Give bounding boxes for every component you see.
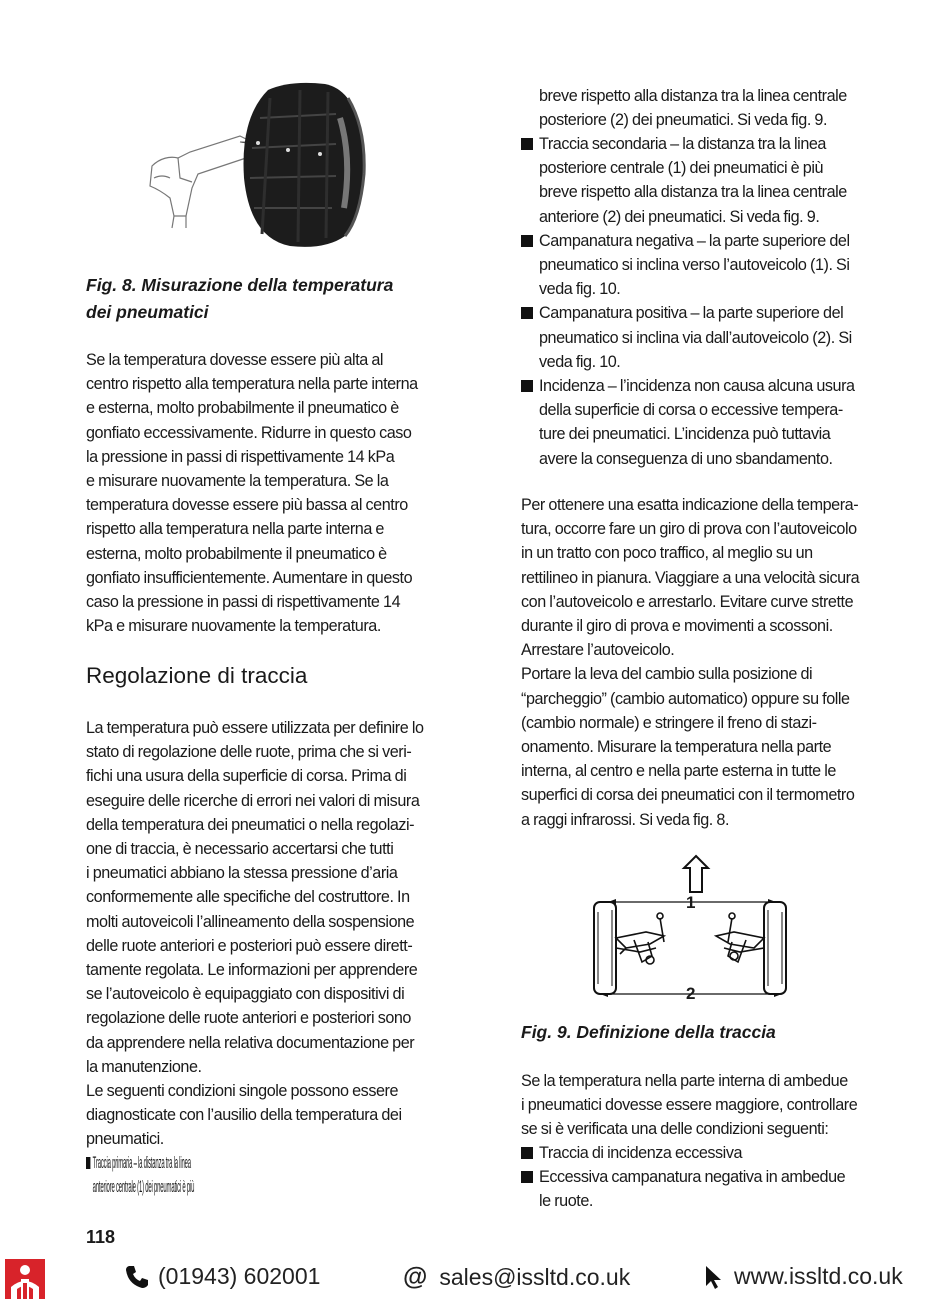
text-line: Portare la leva del cambio sulla posizione di [521, 665, 813, 684]
fig9-diagram [586, 852, 800, 1004]
fig9-caption: Fig. 9. Definizione della traccia [521, 1022, 776, 1042]
text-line: le ruote. [539, 1192, 593, 1211]
right-paragraph-2 [521, 1069, 857, 1142]
text-line: pneumatico si inclina verso l’autoveicolo (1). Si [539, 256, 850, 275]
fig9-label-1: 1 [686, 893, 696, 912]
bullet-item [521, 1165, 845, 1213]
text-line: ture dei pneumatici. L’incidenza può tuttavia [539, 425, 831, 444]
text-line: Traccia primaria – la distanza tra la linea [92, 1154, 191, 1172]
info-logo-icon [5, 1259, 45, 1299]
text-line: in un tratto con poco traffico, al meglio su un [521, 544, 813, 563]
text-line: Se la temperatura nella parte interna di ambedue [521, 1072, 848, 1090]
text-line: one di traccia, è necessario accertarsi che tutti [86, 840, 394, 859]
text-line: posteriore (2) dei pneumatici. Si veda fig. 9. [539, 111, 828, 130]
section-heading: Regolazione di traccia [86, 663, 308, 688]
text-line: breve rispetto alla distanza tra la linea centrale [539, 183, 847, 202]
text-line: fichi una usura della superficie di corsa. Prima di [86, 767, 407, 786]
bullet-square-icon [521, 235, 533, 247]
text-line: delle ruote anteriori e posteriori può essere dirett- [86, 936, 413, 955]
bullet-square-icon [521, 138, 533, 150]
left-bullet-primary [86, 1151, 436, 1199]
text-line: durante il giro di prova e movimenti a scossoni. [521, 617, 833, 636]
text-line: esterna, molto probabilmente il pneumatico è [86, 544, 387, 563]
bullet-item [521, 374, 855, 471]
text-line: “parcheggio” (cambio automatico) oppure su folle [521, 689, 850, 708]
text-line: anteriore centrale (1) dei pneumatici è più [92, 1178, 195, 1197]
text-line: superfici di corsa dei pneumatici con il termometro [521, 786, 855, 805]
text-line: diagnosticate con l’ausilio della temperatura dei [86, 1106, 402, 1125]
text-line: Traccia di incidenza eccessiva [539, 1144, 743, 1162]
text-line: rettilineo in pianura. Viaggiare a una velocità sicura [521, 568, 860, 587]
text-line: se l’autoveicolo è equipaggiato con dispositivi di [86, 985, 405, 1004]
fig8-illustration [140, 78, 370, 253]
text-line: la manutenzione. [86, 1057, 202, 1076]
right-bullet-list [521, 132, 855, 471]
footer-phone[interactable] [124, 1263, 320, 1290]
footer-email[interactable] [403, 1263, 630, 1292]
bullet-square-icon [86, 1157, 90, 1169]
footer-web[interactable] [704, 1263, 903, 1290]
text-line: regolazione delle ruote anteriori e posteriori sono [86, 1009, 411, 1028]
text-line: i pneumatici abbiano la stessa pressione d’aria [86, 864, 398, 883]
right-paragraph-1 [521, 493, 859, 832]
text-line: interna, al centro e nella parte esterna in tutte le [521, 762, 836, 781]
text-line: i pneumatici dovesse essere maggiore, controllare [521, 1096, 858, 1115]
text-line: e esterna, molto probabilmente il pneumatico è [86, 399, 399, 418]
text-line: Incidenza – l’incidenza non causa alcuna usura [539, 377, 855, 396]
at-icon: @ [403, 1263, 428, 1291]
text-line: pneumatici. [86, 1130, 164, 1149]
cursor-icon [704, 1264, 724, 1290]
bullet-item [521, 301, 855, 374]
text-line: gonfiato insufficientemente. Aumentare in questo [86, 568, 413, 587]
footer-bar [0, 1255, 950, 1302]
text-line: anteriore (2) dei pneumatici. Si veda fig. 9. [539, 207, 820, 226]
page-number: 118 [86, 1227, 116, 1247]
text-line: centro rispetto alla temperatura nella parte interna [86, 375, 418, 394]
text-line: Arrestare l’autoveicolo. [521, 641, 675, 660]
text-line: La temperatura può essere utilizzata per definire lo [86, 719, 424, 737]
text-line: conformemente alle specifiche del costruttore. In [86, 888, 410, 907]
fig8-caption [86, 272, 393, 326]
text-line: eseguire delle ricerche di errori nei valori di misura [86, 791, 420, 810]
text-line: veda fig. 10. [539, 352, 621, 371]
text-line: (cambio normale) e stringere il freno di stazi- [521, 713, 817, 732]
fig8-caption-line1: Fig. 8. Misurazione della temperatura [86, 275, 394, 295]
up-arrow-icon [684, 856, 708, 892]
bullet-square-icon [521, 1147, 533, 1159]
footer-email-text: sales@issltd.co.uk [439, 1264, 631, 1290]
text-line: molti autoveicoli l’allineamento della sospensione [86, 912, 415, 931]
text-line: pneumatico si inclina via dall’autoveicolo (2). Si [539, 328, 852, 347]
text-line: e misurare nuovamente la temperatura. Se la [86, 472, 389, 491]
text-line: Se la temperatura dovesse essere più alta al [86, 351, 384, 369]
text-line: Campanatura negativa – la parte superiore del [539, 231, 850, 250]
text-line: della temperatura dei pneumatici o nella regolazi- [86, 815, 415, 834]
text-line: gonfiato eccessivamente. Ridurre in questo caso [86, 423, 412, 442]
text-line: Per ottenere una esatta indicazione della tempera- [521, 496, 859, 514]
bullet-square-icon [521, 380, 533, 392]
text-line: Traccia secondaria – la distanza tra la linea [539, 135, 826, 153]
text-line: temperatura dovesse essere più bassa al centro [86, 496, 408, 515]
text-line: da apprendere nella relativa documentazione per [86, 1033, 415, 1052]
text-line: a raggi infrarossi. Si veda fig. 8. [521, 810, 729, 829]
text-line: tura, occorre fare un giro di prova con l’autoveicolo [521, 520, 857, 539]
text-line: la pressione in passi di rispettivamente 14 kPa [86, 447, 395, 466]
fig8-caption-line2: dei pneumatici [86, 302, 209, 322]
bullet-square-icon [521, 1171, 533, 1183]
text-line: stato di regolazione delle ruote, prima che si veri- [86, 743, 412, 762]
text-line: rispetto alla temperatura nella parte interna e [86, 520, 384, 539]
text-line: kPa e misurare nuovamente la temperatura. [86, 617, 381, 636]
text-line: con l’autoveicolo e arrestarlo. Evitare curve strette [521, 592, 854, 611]
bullet-item [521, 1141, 845, 1165]
text-line: breve rispetto alla distanza tra la linea centrale [539, 87, 847, 105]
text-line: tamente regolata. Le informazioni per apprendere [86, 961, 418, 980]
text-line: Campanatura positiva – la parte superiore del [539, 304, 844, 323]
text-line: avere la conseguenza di uno sbandamento. [539, 449, 833, 468]
text-line: Le seguenti condizioni singole possono essere [86, 1082, 399, 1101]
text-line: della superficie di corsa o eccessive tempera- [539, 401, 843, 420]
text-line: caso la pressione in passi di rispettivamente 14 [86, 593, 401, 612]
bullet-item [521, 132, 855, 229]
bullet-square-icon [521, 307, 533, 319]
right-continued-text [539, 84, 847, 132]
text-line: se si è verificata una delle condizioni seguenti: [521, 1120, 829, 1139]
text-line: veda fig. 10. [539, 280, 621, 299]
right-bullet-list-2 [521, 1141, 845, 1214]
bullet-item [521, 229, 855, 302]
text-line: onamento. Misurare la temperatura nella parte [521, 738, 832, 757]
footer-web-text: www.issltd.co.uk [734, 1263, 903, 1289]
footer-phone-text: (01943) 602001 [158, 1263, 321, 1289]
fig9-label-2: 2 [686, 984, 696, 1003]
left-paragraph-2 [86, 716, 424, 1152]
phone-icon [124, 1264, 150, 1290]
left-paragraph-1 [86, 348, 418, 638]
text-line: Eccessiva campanatura negativa in ambedue [539, 1168, 846, 1187]
text-line: posteriore centrale (1) dei pneumatici è più [539, 159, 824, 178]
